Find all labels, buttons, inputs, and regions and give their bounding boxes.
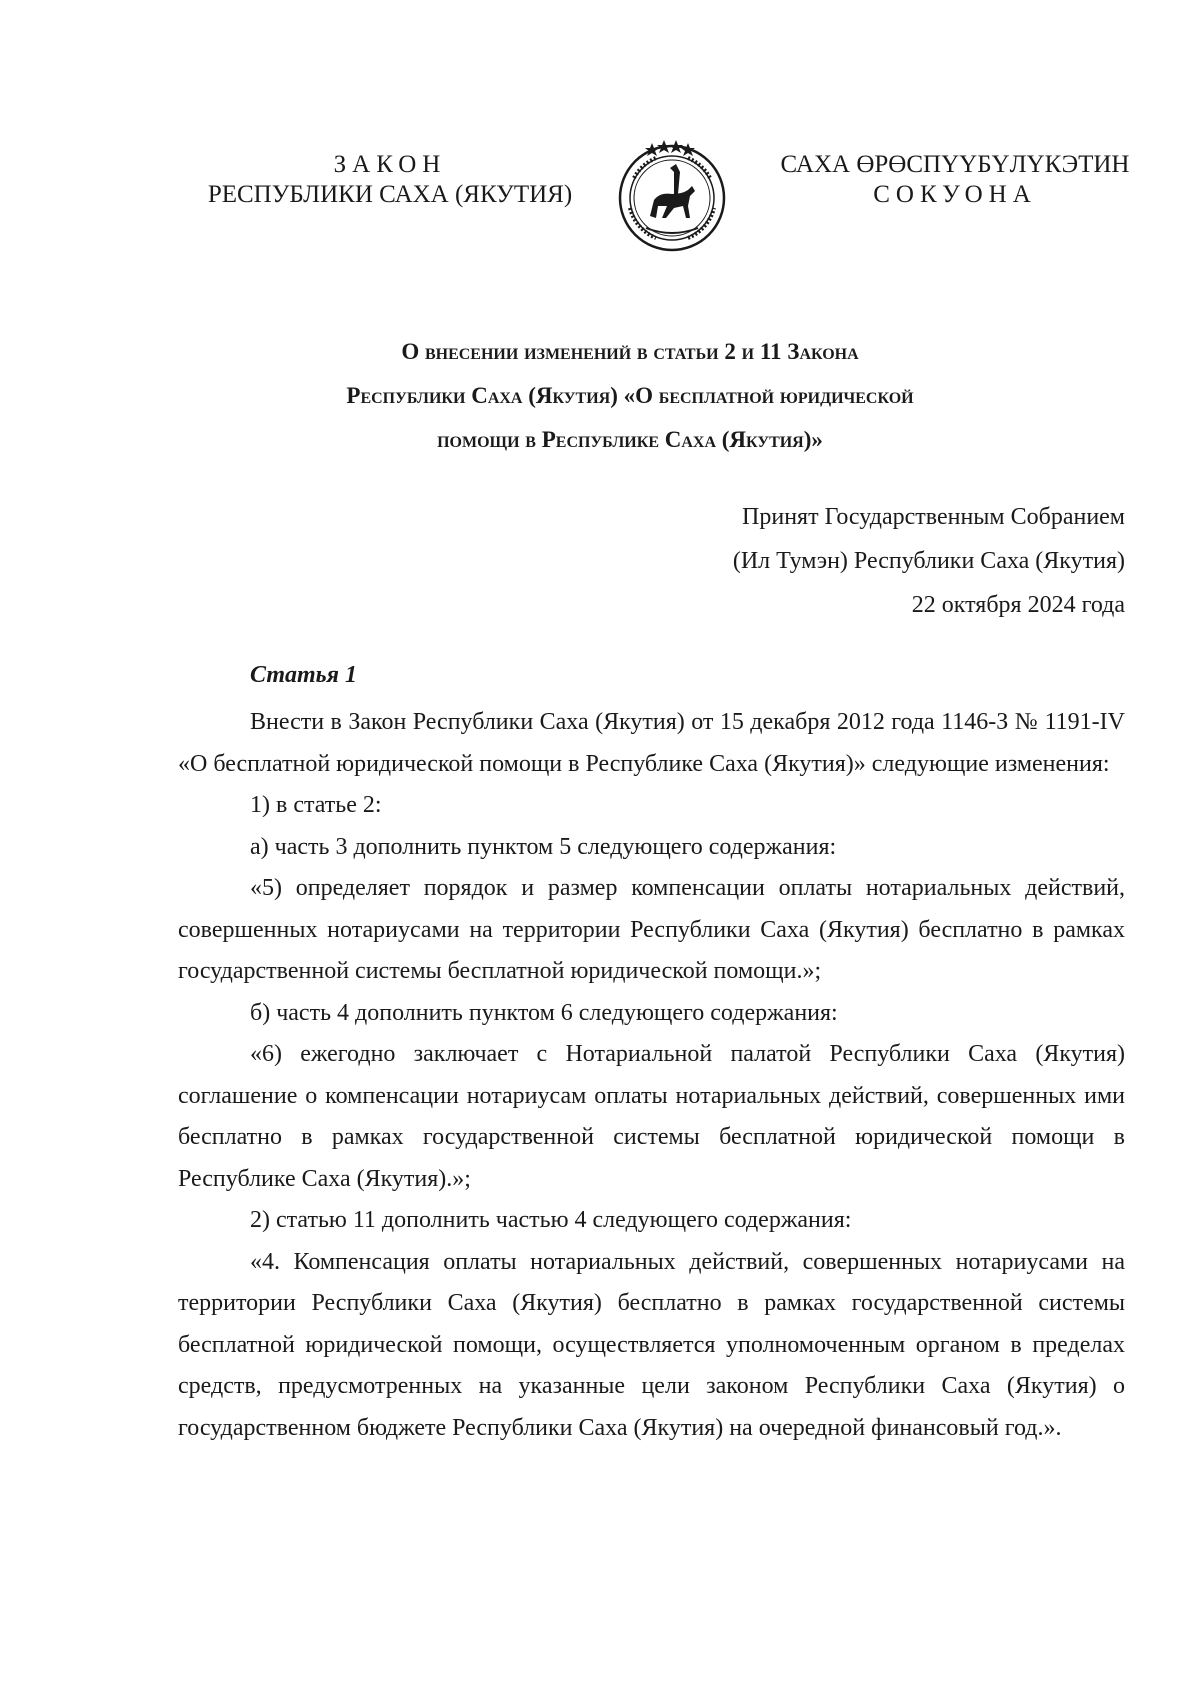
paragraph-quote-4: «4. Компенсация оплаты нотариальных действий, совершенных нотариусами на территории Республики Саха (Якутия) бесплатно в рамках государственной системы бесплатной юридической помощи, осуществляется уполномоченным органом в пределах средств, предусмотренных на указанные цели законом Республики Саха (Якутия) о государственном бюджете Республики Саха (Якутия) на очередной финансовый год.». [178, 1248, 1125, 1441]
paragraph-quote-6: «6) ежегодно заключает с Нотариальной палатой Республики Саха (Якутия) соглашение о компенсации нотариусам оплаты нотариальных действий, совершенных ими бесплатно в рамках государственной системы бесплатной юридической помощи в Республике Саха (Якутия).»; [178, 1041, 1125, 1192]
paragraph-item-1a: а) часть 3 дополнить пунктом 5 следующего содержания: [250, 833, 837, 860]
header-left-line1: ЗАКОН [333, 151, 447, 178]
coat-of-arms-sakha-icon [616, 138, 728, 254]
adoption-block [600, 495, 1125, 627]
header-left [200, 150, 580, 210]
title-line1: О внесении изменений в статьи 2 и 11 Закона [401, 339, 859, 364]
paragraph-intro: Внести в Закон Республики Саха (Якутия) от 15 декабря 2012 года 1146-З № 1191-IV «О бесплатной юридической помощи в Республике Саха (Якутия)» следующие изменения: [178, 709, 1125, 777]
title-line2: Республики Саха (Якутия) «О бесплатной юридической [346, 383, 914, 408]
adopted-line2: (Ил Тумэн) Республики Саха (Якутия) [732, 548, 1125, 574]
paragraph-item-2: 2) статью 11 дополнить частью 4 следующего содержания: [250, 1207, 852, 1233]
header-left-line2: РЕСПУБЛИКИ САХА (ЯКУТИЯ) [207, 181, 573, 208]
article-heading: Статья 1 [250, 662, 358, 688]
adopted-line1: Принят Государственным Собранием [742, 504, 1125, 530]
paragraph-item-1: 1) в статье 2: [250, 792, 382, 818]
article-body [178, 702, 1125, 1449]
header-right-line2: СОКУОНА [873, 181, 1037, 208]
document-title [200, 330, 1060, 462]
header-right [770, 150, 1140, 210]
paragraph-quote-5: «5) определяет порядок и размер компенсации оплаты нотариальных действий, совершенных нотариусами на территории Республики Саха (Якутия) бесплатно в рамках государственной системы бесплатной юридической помощи.»; [178, 875, 1125, 984]
header-right-line1: САХА ӨРӨСПҮҮБҮЛҮКЭТИН [780, 151, 1130, 178]
paragraph-item-1b: б) часть 4 дополнить пунктом 6 следующего содержания: [250, 999, 838, 1026]
adopted-date: 22 октября 2024 года [911, 592, 1125, 618]
title-line3: помощи в Республике Саха (Якутия)» [437, 427, 823, 452]
